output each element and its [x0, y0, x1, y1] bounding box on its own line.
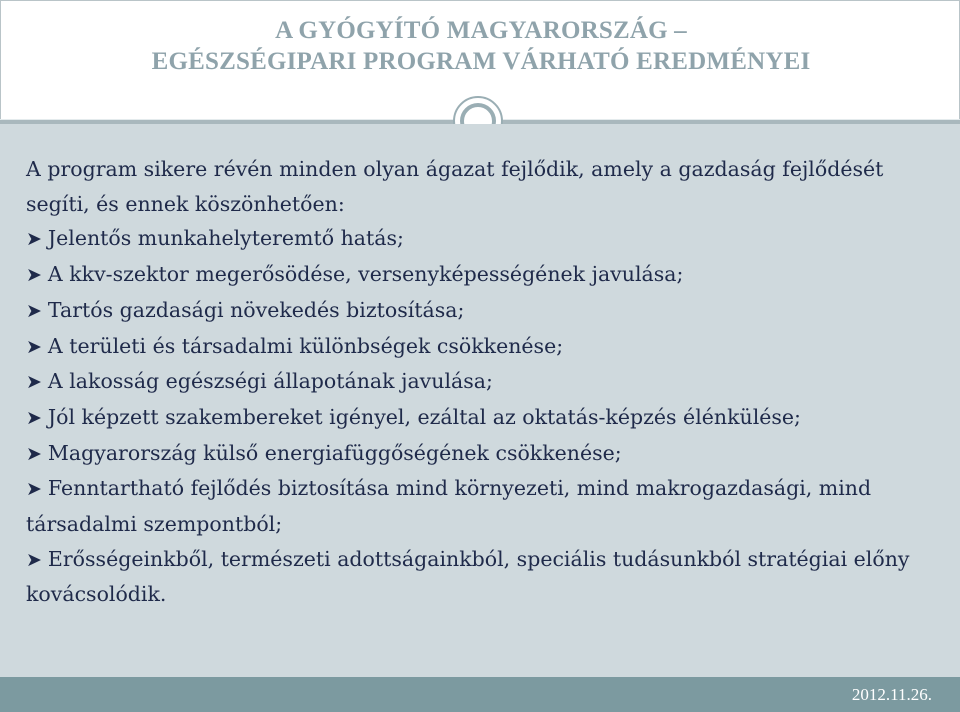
arrowhead-bullet-icon: ➤: [26, 228, 42, 251]
bullet-text: A területi és társadalmi különbségek csökkenése;: [47, 333, 564, 358]
slide-content: [0, 124, 960, 677]
arrowhead-bullet-icon: ➤: [26, 371, 42, 394]
content-text: [26, 152, 936, 612]
bullet-text: Jól képzett szakembereket igényel, ezáltal az oktatás-képzés élénkülése;: [47, 404, 801, 429]
bullet-text: Tartós gazdasági növekedés biztosítása;: [47, 297, 465, 322]
arrowhead-bullet-icon: ➤: [26, 406, 42, 429]
bullet-item: [26, 221, 936, 257]
bullet-text: Jelentős munkahelyteremtő hatás;: [47, 226, 404, 251]
bullet-text: Erősségeinkből, természeti adottságainkból, speciális tudásunkból stratégiai előny kovácsolódik.: [26, 546, 910, 607]
intro-paragraph: A program sikere révén minden olyan ágazat fejlődik, amely a gazdaság fejlődését segíti, és ennek köszönhetően:: [26, 157, 884, 216]
arrowhead-bullet-icon: ➤: [26, 299, 42, 322]
footer-date: 2012.11.26.: [851, 685, 932, 704]
bullet-item: [26, 400, 936, 436]
bullet-item: [26, 293, 936, 329]
title-line-1: A GYÓGYÍTÓ MAGYARORSZÁG –: [275, 17, 687, 44]
bullet-text: Fenntartható fejlődés biztosítása mind környezeti, mind makrogazdasági, mind társadalmi szempontból;: [26, 476, 872, 537]
arrowhead-bullet-icon: ➤: [26, 548, 42, 571]
slide-title: [1, 15, 960, 77]
bullet-item: [26, 436, 936, 472]
bullet-item: [26, 542, 936, 612]
bullet-item: [26, 471, 936, 541]
bullet-text: Magyarország külső energiafüggőségének csökkenése;: [47, 440, 622, 465]
title-line-2: EGÉSZSÉGIPARI PROGRAM VÁRHATÓ EREDMÉNYEI: [151, 48, 811, 75]
arrowhead-bullet-icon: ➤: [26, 478, 42, 501]
bullet-item: [26, 257, 936, 293]
arrowhead-bullet-icon: ➤: [26, 442, 42, 465]
bullet-text: A kkv-szektor megerősödése, versenyképességének javulása;: [47, 262, 684, 287]
bullet-text: A lakosság egészségi állapotának javulása;: [47, 369, 493, 394]
slide-footer: [0, 677, 960, 712]
bullet-item: [26, 364, 936, 400]
arrowhead-bullet-icon: ➤: [26, 264, 42, 287]
arrowhead-bullet-icon: ➤: [26, 335, 42, 358]
bullet-item: [26, 329, 936, 365]
